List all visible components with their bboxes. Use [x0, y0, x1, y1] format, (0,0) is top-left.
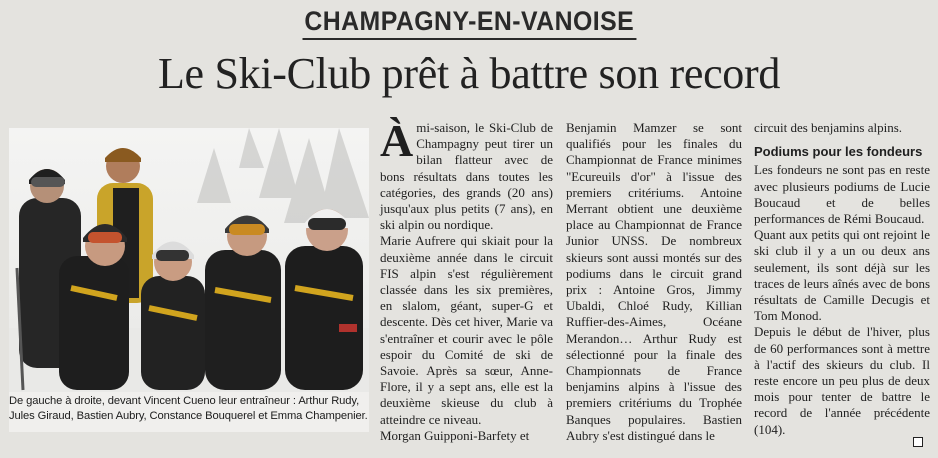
end-of-article-mark: [913, 437, 923, 447]
lead-paragraph: [380, 115, 553, 233]
article-paragraph: Quant aux petits qui ont rejoint le ski club il y a un ou deux ans seulement, ils sont déjà sur les traces de leurs aînés avec de bons résultats de Camille Decugis et Tom Monod.: [754, 227, 930, 324]
team-photo: [9, 128, 369, 392]
article-column-3: [754, 120, 930, 438]
article-paragraph: Marie Aufrere qui skiait pour la deuxième année dans le circuit FIS alpin s'est régulièrement classée dans les six premières, en slalom, géant, super-G et descente. Dès cet hiver, Marie va s'entraîner et courir avec le pôle espoir du Comité de ski de Savoie. Après sa sœur, Anne-Flore, il y a sept ans, elle est la deuxième skieuse du club à atteindre ce niveau.: [380, 233, 553, 427]
article-column-1: [380, 115, 553, 444]
article-column-2: [566, 120, 742, 444]
article-paragraph: Les fondeurs ne sont pas en reste avec plusieurs podiums de Lucie Boucaud et de belles performances de Rémi Boucaud.: [754, 162, 930, 227]
article-subheading: Podiums pour les fondeurs: [754, 144, 923, 160]
article-paragraph: Benjamin Mamzer se sont qualifiés pour les finales du Championnat de France minimes "Ecureuils d'or" à l'issue des premiers critériums. Antoine Merrant obtient une deuxième place au Championnat de France Junior UNSS. De nombreux skieurs sont aussi montés sur des podiums dans le circuit grand prix : Antoine Gros, Jimmy Ubaldi, Chloé Rudy, Killian Ruffier-des-Aimes, Océane Merandon… Arthur Rudy est sélectionné pour la finale des Championnats de France benjamins alpins à l'issue des premiers critériums du Trophée Banques populaires. Bastien Aubry s'est distingué dans le: [566, 120, 742, 443]
photo-block: [9, 128, 369, 430]
article-paragraph: circuit des benjamins alpins.: [754, 120, 903, 135]
article-paragraph: Depuis le début de l'hiver, plus de 60 performances sont à mettre à l'actif des skieurs du club. Il reste encore un peu plus de deux mois pour tenter de battre le record de l'année précédente (104).: [754, 324, 930, 437]
kicker-text: CHAMPAGNY-EN-VANOISE: [302, 6, 636, 40]
drop-cap: À: [380, 115, 414, 166]
section-kicker: [0, 6, 938, 40]
photo-caption: De gauche à droite, devant Vincent Cueno leur entraîneur : Arthur Rudy, Jules Giraud, Bastien Aubry, Constance Bouquerel et Emma Champenier.: [9, 392, 369, 432]
lead-text: mi-saison, le Ski-Club de Champagny peut tirer un bilan flatteur avec de bons résultats dans toutes les catégories, des grands (20 ans) jusqu'aux plus petits (7 ans), en ski alpin ou nordique.: [380, 120, 553, 233]
skiers-group-illustration: [9, 128, 369, 392]
headline: Le Ski-Club prêt à battre son record: [157, 49, 781, 98]
article-paragraph: Morgan Guipponi-Barfety et: [380, 427, 530, 443]
